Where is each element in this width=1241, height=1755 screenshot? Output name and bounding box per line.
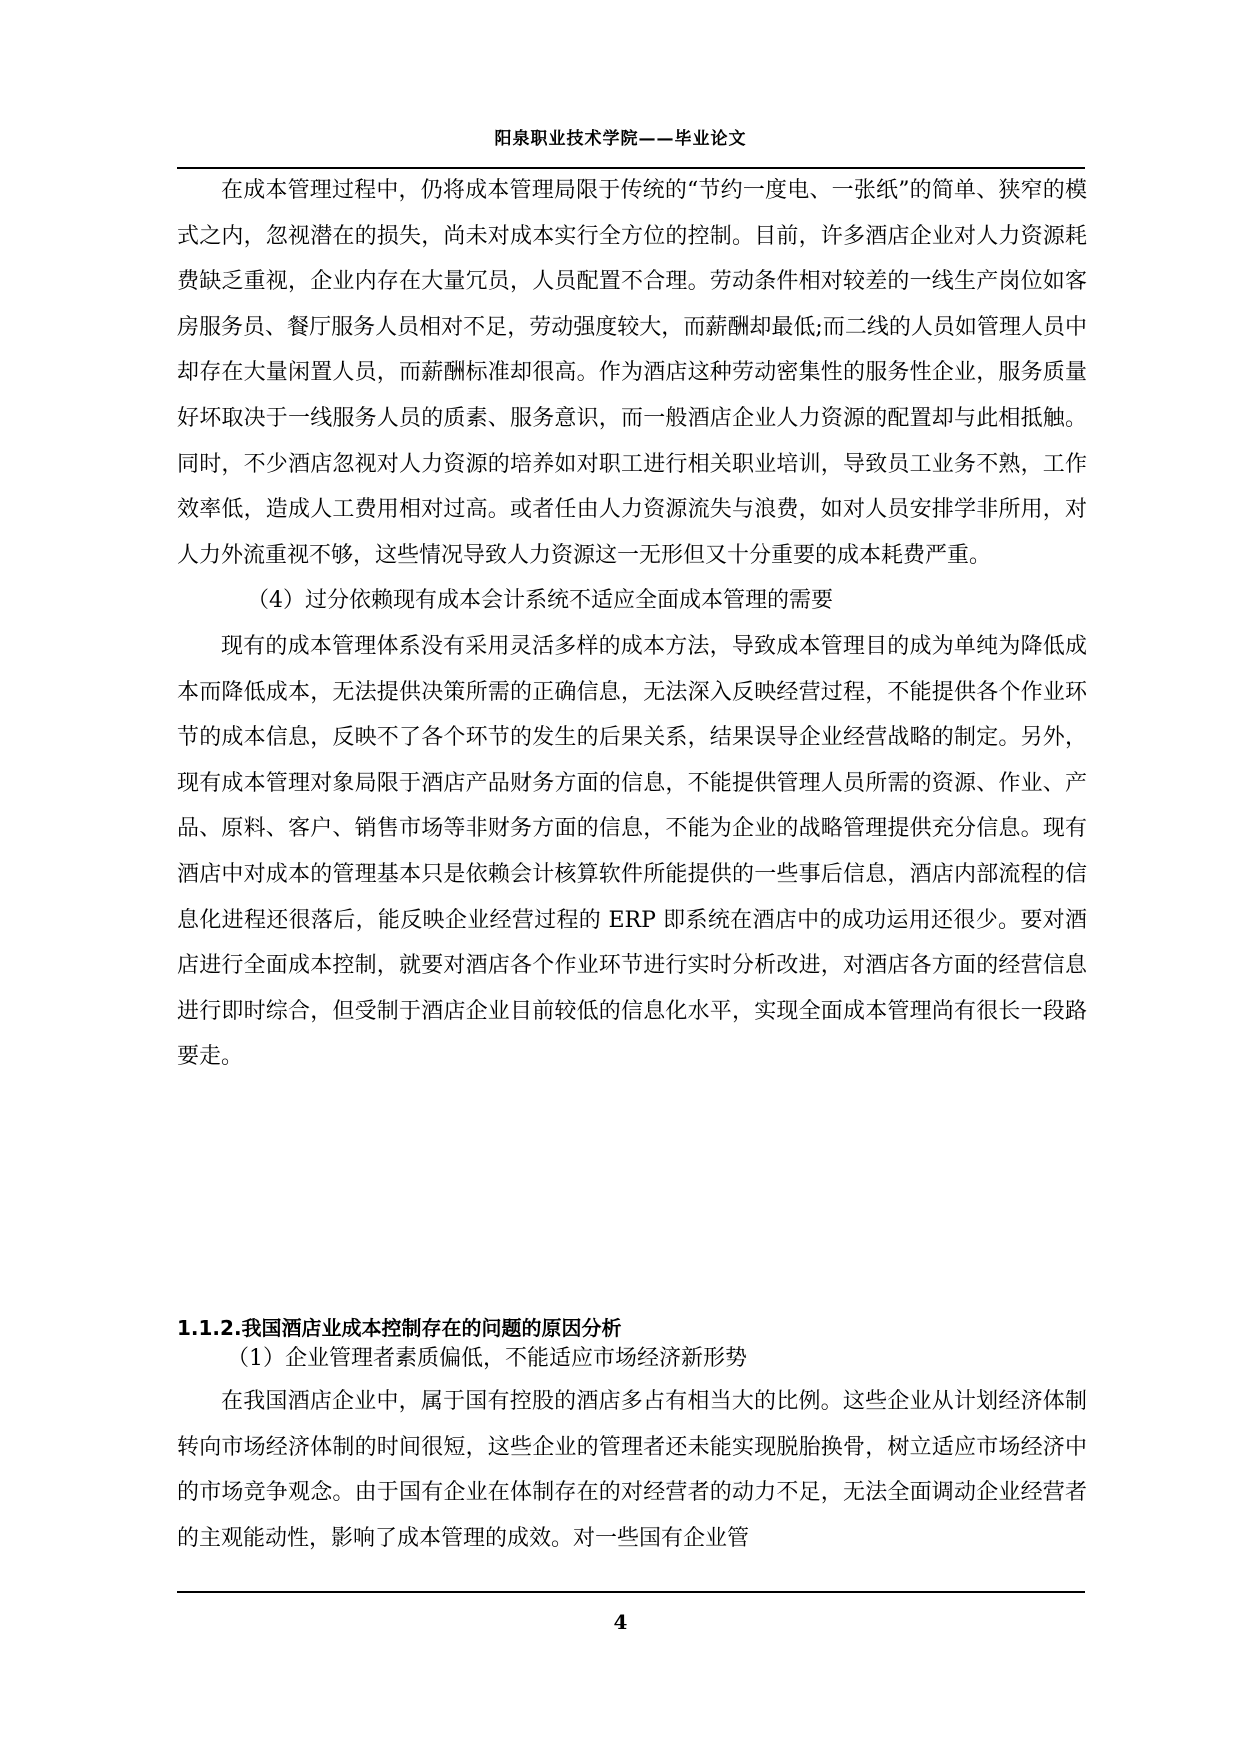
subheading-item-1: （1）企业管理者素质偏低，不能适应市场经济新形势 [227, 1346, 747, 1371]
subheading-item-4: （4）过分依赖现有成本会计系统不适应全面成本管理的需要 [247, 588, 833, 614]
paragraph-manager-quality: 在我国酒店企业中，属于国有控股的酒店多占有相当大的比例。这些企业从计划经济体制转向市场经济体制的时间很短，这些企业的管理者还未能实现脱胎换骨，树立适应市场经济中的市场竞争观念。由于国有企业在体制存在的对经营者的动力不足，无法全面调动企业经营者的主观能动性，影响了成本管理的成效。对一些国有企业管 [177, 1389, 1087, 1551]
section-body [177, 1339, 1087, 1561]
footer-divider [177, 1591, 1085, 1593]
paragraph-cost-system: 现有的成本管理体系没有采用灵活多样的成本方法，导致成本管理目的成为单纯为降低成本而降低成本，无法提供决策所需的正确信息，无法深入反映经营过程，不能提供各个作业环节的成本信息，反映不了各个环节的发生的后果关系，结果误导企业经营战略的制定。另外，现有成本管理对象局限于酒店产品财务方面的信息，不能提供管理人员所需的资源、作业、产品、原料、客户、销售市场等非财务方面的信息，不能为企业的战略管理提供充分信息。现有酒店中对成本的管理基本只是依赖会计核算软件所能提供的一些事后信息，酒店内部流程的信息化进程还很落后，能反映企业经营过程的 ERP 即系统在酒店中的成功运用还很少。要对酒店进行全面成本控制，就要对酒店各个作业环节进行实时分析改进，对酒店各方面的经营信息进行即时综合，但受制于酒店企业目前较低的信息化水平，实现全面成本管理尚有很长一段路要走。 [177, 633, 1087, 1070]
page-header-title: 阳泉职业技术学院——毕业论文 [494, 129, 747, 149]
paragraph-cost-management: 在成本管理过程中，仍将成本管理局限于传统的“节约一度电、一张纸”的简单、狭窄的模式之内，忽视潜在的损失，尚未对成本实行全方位的控制。目前，许多酒店企业对人力资源耗费缺乏重视，企业内存在大量冗员，人员配置不合理。劳动条件相对较差的一线生产岗位如客房服务员、餐厅服务人员相对不足，劳动强度较大，而薪酬却最低;而二线的人员如管理人员中却存在大量闲置人员，而薪酬标准却很高。作为酒店这种劳动密集性的服务性企业，服务质量好坏取决于一线服务人员的质素、服务意识，而一般酒店企业人力资源的配置却与此相抵触。同时，不少酒店忽视对人力资源的培养如对职工进行相关职业培训，导致员工业务不熟，工作效率低，造成人工费用相对过高。或者任由人力资源流失与浪费，如对人员安排学非所用，对人力外流重视不够，这些情况导致人力资源这一无形但又十分重要的成本耗费严重。 [177, 178, 1087, 568]
section-heading: 1.1.2.我国酒店业成本控制存在的问题的原因分析 [177, 1316, 622, 1340]
main-body [177, 168, 1087, 1080]
page-number: 4 [613, 1610, 628, 1634]
